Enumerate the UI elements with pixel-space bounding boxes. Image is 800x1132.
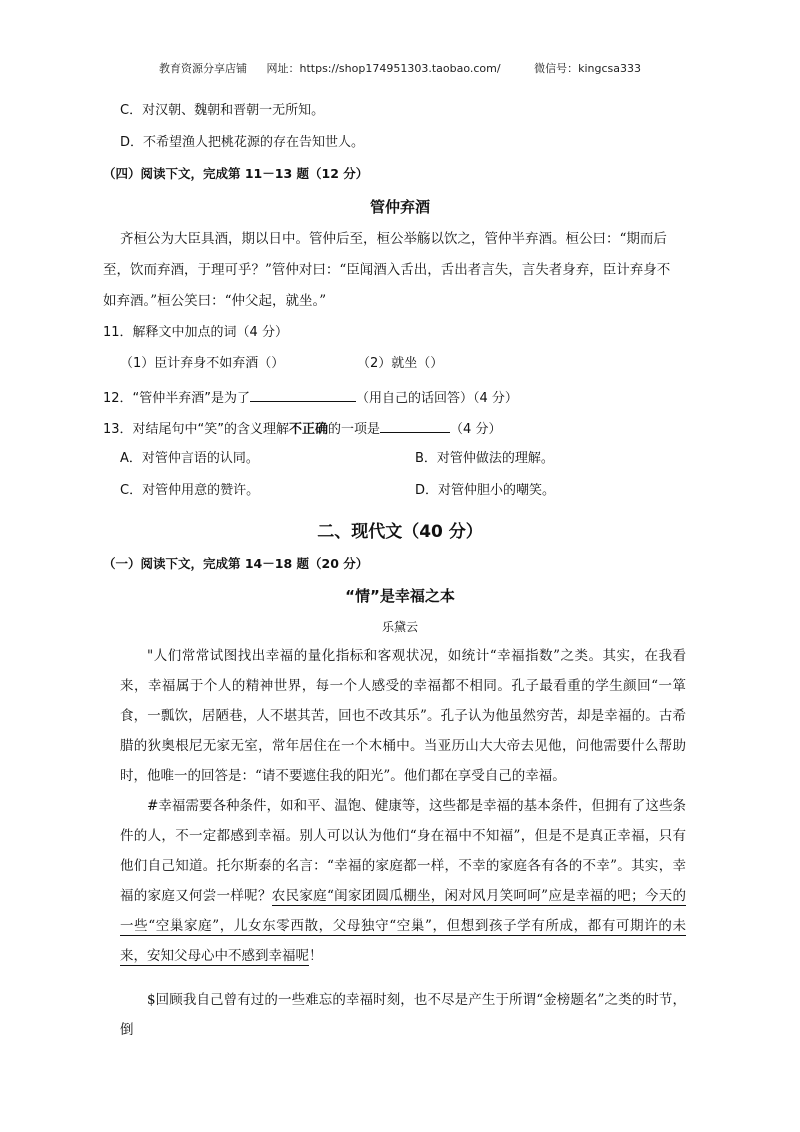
question-13-note: （4 分）: [450, 422, 502, 437]
section4-heading: （四）阅读下文，完成第 11－13 题（12 分）: [103, 166, 369, 181]
header-url: 网址：https://shop174951303.taobao.com/: [266, 62, 501, 75]
answer-blank[interactable]: [380, 418, 450, 433]
question-13-text: 13．对结尾句中“笑”的含义理解: [103, 422, 290, 437]
question-13-option-c: C．对管仲用意的赞许。: [120, 483, 260, 498]
question-11-item-2: （2）就坐（）: [357, 356, 444, 371]
question-11-item-1: （1）臣计弃身不如弃酒（）: [120, 356, 285, 371]
question-12-text: 12．“管仲半弃酒”是为了: [103, 391, 251, 406]
part-2-title: 二、现代文（40 分）: [317, 522, 483, 542]
article-author: 乐黛云: [381, 620, 418, 634]
prev-option-d: D．不希望渔人把桃花源的存在告知世人。: [120, 135, 365, 150]
question-11-stem: 11．解释文中加点的词（4 分）: [103, 325, 288, 340]
question-13-option-a: A．对管仲言语的认同。: [120, 451, 259, 466]
question-13-text-2: 的一项是: [328, 422, 381, 437]
classical-text-title: 管仲弃酒: [369, 198, 430, 216]
header-wechat: 微信号：kingcsa333: [534, 62, 641, 75]
answer-blank[interactable]: [250, 387, 356, 402]
article-paragraph-2: [120, 791, 686, 971]
paragraph-2-end: ！: [309, 948, 323, 964]
page-header: [0, 60, 800, 76]
question-13-emphasis: 不正确: [289, 422, 329, 437]
part-2-heading: （一）阅读下文，完成第 14－18 题（20 分）: [103, 556, 369, 571]
classical-text-line-2: 至，饮而弃酒，于理可乎？”管仲对曰：“臣闻酒入舌出，舌出者言失，言失者身弃，臣计弃身不: [103, 262, 671, 278]
classical-text-line-3: 如弃酒。”桓公笑曰：“仲父起，就坐。”: [103, 293, 327, 309]
article-paragraph-3: $回顾我自己曾有过的一些难忘的幸福时刻，也不尽是产生于所谓“金榜题名”之类的时节，倒: [120, 992, 686, 1038]
prev-option-c: C．对汉朝、魏朝和晋朝一无所知。: [120, 103, 325, 118]
underlined-sentence: 农民家庭“闺家团圆瓜棚坐，闲对风月笑呵呵”应是幸福的吧；今天的一些“空巢家庭”，儿女东零西散，父母独守“空巢”，但想到孩子学有所成，都有可期许的未来，安知父母心中不感到幸福呢: [120, 888, 687, 964]
question-13-option-d: D．对管仲胆小的嘲笑。: [415, 483, 556, 498]
question-12-note: （用自己的话回答）（4 分）: [356, 391, 518, 406]
question-13: [103, 418, 501, 439]
header-shop: 教育资源分享店铺: [159, 62, 247, 75]
question-13-option-b: B．对管仲做法的理解。: [415, 451, 554, 466]
article-title: “情”是幸福之本: [345, 587, 455, 605]
classical-text-line-1: 齐桓公为大臣具酒，期以日中。管仲后至，桓公举觞以饮之，管仲半弃酒。桓公曰：“期而后: [120, 231, 667, 247]
question-12: [103, 387, 518, 408]
paragraph-2-text: #幸福需要各种条件，如和平、温饱、健康等，这些都是幸福的基本条件，但拥有了这些条件的人，不一定都感到幸福。别人可以认为他们“身在福中不知福”，但是不是真正幸福，只有他们自己知道。托尔斯泰的名言：“幸福的家庭都一样，不幸的家庭各有各的不幸”。其实，幸福的家庭又何尝一样呢？: [120, 798, 686, 904]
article-paragraph-1: "人们常常试图找出幸福的量化指标和客观状况，如统计“幸福指数”之类。其实，在我看来，幸福属于个人的精神世界，每一个人感受的幸福都不相同。孔子最看重的学生颜回“一箪食，一瓢饮，居陋巷，人不堪其苦，回也不改其乐”。孔子认为他虽然穷苦，却是幸福的。古希腊的狄奥根尼无家无室，常年居住在一个木桶中。当亚历山大大帝去见他，问他需要什么帮助时，他唯一的回答是：“请不要遮住我的阳光”。他们都在享受自己的幸福。: [120, 648, 686, 784]
